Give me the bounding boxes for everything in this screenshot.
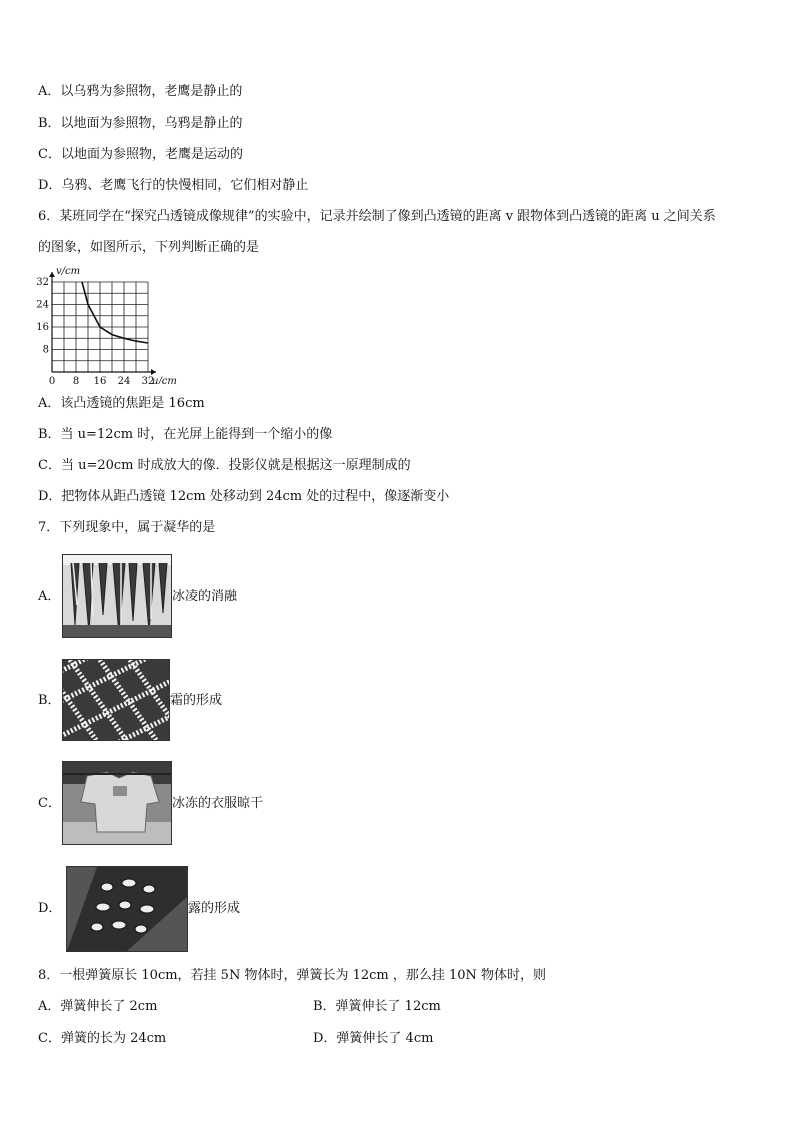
q7-option-c-caption: 冰冻的衣服晾干 [172,796,264,811]
q7-option-a-caption: 冰凌的消融 [172,589,238,604]
q7-option-d-caption: 露的形成 [188,901,241,916]
q7-option-d-label: D． [38,901,62,916]
q6-option-a: A．该凸透镜的焦距是 16cm [38,396,205,411]
series-line [82,282,148,343]
q6-option-d: D．把物体从距凸透镜 12cm 处移动到 24cm 处的过程中，像逐渐变小 [38,489,450,504]
y-tick-label: 24 [36,299,49,311]
frost-mesh-photo [62,659,170,741]
q8-option-c: C．弹簧的长为 24cm [38,1031,167,1046]
q6-option-b: B．当 u=12cm 时，在光屏上能得到一个缩小的像 [38,427,333,442]
q5-option-a: A．以乌鸦为参照物，老鹰是静止的 [38,84,243,99]
graph-y-axis-label: v/cm [56,266,81,277]
q7-option-c-label: C． [38,796,61,811]
q6-stem-line1: 6．某班同学在“探究凸透镜成像规律”的实验中，记录并绘制了像到凸透镜的距离 v 跟物体到凸透镜的距离 u 之间关系 [38,209,716,224]
x-axis-arrow [151,369,156,375]
q8-stem: 8．一根弹簧原长 10cm，若挂 5N 物体时，弹簧长为 12cm ，那么挂 10N 物体时，则 [38,968,547,983]
q8-option-b: B．弹簧伸长了 12cm [313,999,441,1014]
icicle-melting-photo [62,554,172,638]
q5-option-b: B．以地面为参照物，乌鸦是静止的 [38,116,243,131]
graph-axes [49,272,156,375]
dew-drops-photo [66,866,188,952]
q6-stem-line2: 的图象，如图所示，下列判断正确的是 [38,240,260,255]
x-tick-label: 16 [93,376,107,384]
x-tick-label: 32 [141,376,155,384]
q5-option-d: D．乌鸦、老鹰飞行的快慢相同，它们相对静止 [38,178,309,193]
q8-option-a: A．弹簧伸长了 2cm [38,999,158,1014]
q5-option-c: C．以地面为参照物，老鹰是运动的 [38,147,243,162]
frozen-clothes-photo [62,761,172,845]
q7-option-b-label: B． [38,693,61,708]
q8-option-d: D．弹簧伸长了 4cm [313,1031,434,1046]
y-axis-arrow [49,272,55,277]
y-tick-label: 16 [36,322,49,333]
y-tick-label: 32 [36,277,49,288]
x-tick-label: 8 [72,376,80,384]
q7-option-a-label: A． [38,589,61,604]
q7-stem: 7．下列现象中，属于凝华的是 [38,520,216,535]
graph-x-axis-label: u/cm [152,376,177,384]
lens-image-distance-graph [36,262,196,384]
x-tick-label: 0 [48,376,56,384]
x-tick-label: 24 [117,376,131,384]
graph-series [82,282,148,343]
y-tick-label: 8 [42,344,49,356]
q7-option-b-caption: 霜的形成 [170,693,223,708]
q6-option-c: C．当 u=20cm 时成放大的像．投影仪就是根据这一原理制成的 [38,458,411,473]
